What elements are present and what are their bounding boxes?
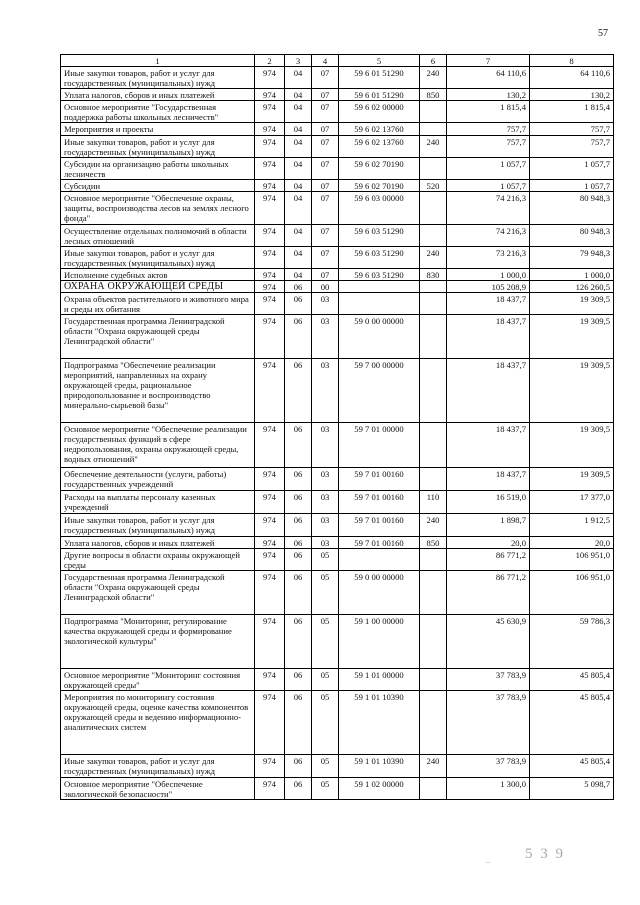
- row-cell-c7: 86 771,2: [447, 549, 530, 571]
- row-cell-c7: 1 000,0: [447, 269, 530, 281]
- row-cell-c4: 03: [312, 293, 339, 315]
- row-cell-c3: 04: [285, 101, 312, 123]
- row-cell-c6: [420, 691, 447, 755]
- row-cell-c8: 106 951,0: [530, 549, 614, 571]
- row-label: Уплата налогов, сборов и иных платежей: [61, 89, 255, 101]
- row-cell-c4: 07: [312, 89, 339, 101]
- row-cell-c8: 19 309,5: [530, 359, 614, 423]
- row-cell-c3: 04: [285, 247, 312, 269]
- row-cell-c7: 45 630,9: [447, 615, 530, 669]
- row-cell-c3: 04: [285, 180, 312, 192]
- row-cell-c3: 06: [285, 571, 312, 615]
- row-cell-c2: 974: [255, 101, 285, 123]
- row-cell-c6: [420, 225, 447, 247]
- column-header: 8: [530, 55, 614, 67]
- row-cell-c3: 06: [285, 669, 312, 691]
- table-row: [61, 225, 614, 247]
- row-cell-c6: [420, 101, 447, 123]
- row-cell-c4: 03: [312, 491, 339, 514]
- row-cell-c7: 18 437,7: [447, 468, 530, 491]
- row-cell-c4: 07: [312, 180, 339, 192]
- row-cell-c3: 04: [285, 225, 312, 247]
- row-cell-c7: 37 783,9: [447, 669, 530, 691]
- row-cell-c5: 59 6 03 51290: [339, 225, 420, 247]
- table-row: [61, 491, 614, 514]
- row-cell-c2: 974: [255, 359, 285, 423]
- row-cell-c7: 74 216,3: [447, 192, 530, 225]
- row-cell-c8: 45 805,4: [530, 755, 614, 778]
- row-cell-c3: 06: [285, 423, 312, 468]
- row-cell-c2: 974: [255, 225, 285, 247]
- row-cell-c5: 59 6 01 51290: [339, 67, 420, 89]
- row-cell-c4: 03: [312, 468, 339, 491]
- row-cell-c4: 03: [312, 514, 339, 537]
- row-label: Субсидии на организацию работы школьных лесничеств: [61, 158, 255, 180]
- row-cell-c4: 07: [312, 158, 339, 180]
- row-cell-c2: 974: [255, 755, 285, 778]
- row-cell-c3: 04: [285, 136, 312, 158]
- row-label: Основное мероприятие "Обеспечение экологической безопасности": [61, 778, 255, 800]
- row-label: Уплата налогов, сборов и иных платежей: [61, 537, 255, 549]
- row-cell-c7: 1 815,4: [447, 101, 530, 123]
- row-cell-c3: 06: [285, 778, 312, 800]
- table-row: [61, 778, 614, 800]
- table-row: [61, 468, 614, 491]
- table-row: [61, 423, 614, 468]
- row-cell-c8: 80 948,3: [530, 225, 614, 247]
- row-cell-c5: 59 7 01 00160: [339, 514, 420, 537]
- column-header: 2: [255, 55, 285, 67]
- row-cell-c8: 1 815,4: [530, 101, 614, 123]
- row-cell-c7: 1 898,7: [447, 514, 530, 537]
- row-cell-c2: 974: [255, 192, 285, 225]
- row-label: Иные закупки товаров, работ и услуг для государственных (муниципальных) нужд: [61, 755, 255, 778]
- table-row: [61, 247, 614, 269]
- row-cell-c5: 59 6 02 13760: [339, 136, 420, 158]
- row-label: ОХРАНА ОКРУЖАЮЩЕЙ СРЕДЫ: [61, 281, 255, 293]
- row-cell-c8: 59 786,3: [530, 615, 614, 669]
- row-label: Осуществление отдельных полномочий в области лесных отношений: [61, 225, 255, 247]
- row-cell-c5: 59 6 03 51290: [339, 269, 420, 281]
- column-header-row: [61, 55, 614, 67]
- table-row: [61, 269, 614, 281]
- row-cell-c2: 974: [255, 491, 285, 514]
- table-row: [61, 549, 614, 571]
- row-cell-c7: 130,2: [447, 89, 530, 101]
- row-label: Иные закупки товаров, работ и услуг для государственных (муниципальных) нужд: [61, 514, 255, 537]
- column-header: 3: [285, 55, 312, 67]
- row-cell-c8: 757,7: [530, 136, 614, 158]
- row-cell-c6: [420, 549, 447, 571]
- row-cell-c6: 240: [420, 136, 447, 158]
- row-cell-c2: 974: [255, 778, 285, 800]
- row-cell-c7: 20,0: [447, 537, 530, 549]
- row-cell-c2: 974: [255, 293, 285, 315]
- row-cell-c2: 974: [255, 158, 285, 180]
- row-cell-c4: 00: [312, 281, 339, 293]
- row-label: Иные закупки товаров, работ и услуг для государственных (муниципальных) нужд: [61, 136, 255, 158]
- table-row: [61, 123, 614, 136]
- row-cell-c2: 974: [255, 423, 285, 468]
- row-cell-c5: 59 6 02 13760: [339, 123, 420, 136]
- row-cell-c4: 07: [312, 225, 339, 247]
- row-label: Иные закупки товаров, работ и услуг для государственных (муниципальных) нужд: [61, 67, 255, 89]
- row-cell-c5: [339, 549, 420, 571]
- row-cell-c2: 974: [255, 67, 285, 89]
- row-label: Государственная программа Ленинградской области "Охрана окружающей среды Ленинградской области": [61, 571, 255, 615]
- row-cell-c8: 19 309,5: [530, 293, 614, 315]
- row-cell-c2: 974: [255, 468, 285, 491]
- page-stamp: 5 3 9: [525, 846, 565, 862]
- row-cell-c5: [339, 281, 420, 293]
- table-row: [61, 192, 614, 225]
- row-cell-c3: 06: [285, 691, 312, 755]
- table-row: [61, 293, 614, 315]
- row-cell-c6: 520: [420, 180, 447, 192]
- row-cell-c7: 105 208,9: [447, 281, 530, 293]
- row-cell-c8: 126 260,5: [530, 281, 614, 293]
- row-label: Иные закупки товаров, работ и услуг для государственных (муниципальных) нужд: [61, 247, 255, 269]
- row-cell-c5: 59 6 03 00000: [339, 192, 420, 225]
- row-cell-c7: 18 437,7: [447, 423, 530, 468]
- row-label: Субсидии: [61, 180, 255, 192]
- row-cell-c3: 06: [285, 549, 312, 571]
- row-cell-c8: 45 805,4: [530, 691, 614, 755]
- row-cell-c5: 59 7 01 00160: [339, 468, 420, 491]
- row-cell-c2: 974: [255, 615, 285, 669]
- row-cell-c6: [420, 293, 447, 315]
- row-label: Подпрограмма "Мониторинг, регулирование качества окружающей среды и формирование экологической культуры": [61, 615, 255, 669]
- column-header: 5: [339, 55, 420, 67]
- row-label: Расходы на выплаты персоналу казенных учреждений: [61, 491, 255, 514]
- row-cell-c6: 240: [420, 514, 447, 537]
- row-cell-c3: 06: [285, 468, 312, 491]
- row-cell-c7: 757,7: [447, 123, 530, 136]
- row-cell-c6: [420, 315, 447, 359]
- row-cell-c3: 06: [285, 615, 312, 669]
- table-row: [61, 537, 614, 549]
- row-cell-c7: 18 437,7: [447, 293, 530, 315]
- row-cell-c6: [420, 281, 447, 293]
- row-cell-c5: 59 6 02 70190: [339, 180, 420, 192]
- table-row: [61, 89, 614, 101]
- row-cell-c3: 04: [285, 123, 312, 136]
- row-cell-c3: 06: [285, 281, 312, 293]
- row-cell-c5: 59 0 00 00000: [339, 571, 420, 615]
- table-row: [61, 514, 614, 537]
- row-cell-c6: 240: [420, 247, 447, 269]
- table-row: [61, 669, 614, 691]
- row-cell-c6: [420, 359, 447, 423]
- table-row: [61, 359, 614, 423]
- row-cell-c8: 17 377,0: [530, 491, 614, 514]
- row-cell-c5: 59 1 01 10390: [339, 691, 420, 755]
- row-cell-c5: 59 0 00 00000: [339, 315, 420, 359]
- row-cell-c3: 04: [285, 269, 312, 281]
- row-cell-c3: 06: [285, 315, 312, 359]
- row-cell-c4: 05: [312, 571, 339, 615]
- column-header: 6: [420, 55, 447, 67]
- row-cell-c4: 05: [312, 669, 339, 691]
- row-cell-c7: 73 216,3: [447, 247, 530, 269]
- row-cell-c6: 110: [420, 491, 447, 514]
- row-cell-c3: 06: [285, 359, 312, 423]
- row-cell-c7: 64 110,6: [447, 67, 530, 89]
- row-label: Государственная программа Ленинградской области "Охрана окружающей среды Ленинградской области": [61, 315, 255, 359]
- row-cell-c8: 64 110,6: [530, 67, 614, 89]
- row-cell-c6: [420, 423, 447, 468]
- row-label: Исполнение судебных актов: [61, 269, 255, 281]
- row-cell-c5: 59 1 01 00000: [339, 669, 420, 691]
- row-cell-c8: 19 309,5: [530, 315, 614, 359]
- row-cell-c4: 05: [312, 755, 339, 778]
- row-cell-c8: 106 951,0: [530, 571, 614, 615]
- row-cell-c3: 04: [285, 67, 312, 89]
- row-cell-c8: 130,2: [530, 89, 614, 101]
- row-cell-c4: 07: [312, 67, 339, 89]
- row-cell-c6: [420, 192, 447, 225]
- row-cell-c3: 06: [285, 537, 312, 549]
- row-cell-c3: 06: [285, 293, 312, 315]
- row-label: Основное мероприятие "Обеспечение охраны, защиты, воспроизводства лесов на землях лесного фонда": [61, 192, 255, 225]
- row-cell-c5: 59 1 00 00000: [339, 615, 420, 669]
- row-cell-c4: 03: [312, 423, 339, 468]
- row-cell-c4: 07: [312, 123, 339, 136]
- table-row: [61, 136, 614, 158]
- column-header: 4: [312, 55, 339, 67]
- row-cell-c4: 07: [312, 247, 339, 269]
- row-label: Мероприятия по мониторингу состояния окружающей среды, оценке качества компонентов окружающей среды и ведению информационно-аналитических систем: [61, 691, 255, 755]
- row-cell-c4: 05: [312, 691, 339, 755]
- row-cell-c3: 06: [285, 491, 312, 514]
- row-cell-c8: 19 309,5: [530, 423, 614, 468]
- row-cell-c6: [420, 123, 447, 136]
- row-cell-c6: [420, 468, 447, 491]
- row-cell-c2: 974: [255, 180, 285, 192]
- row-cell-c5: 59 6 02 00000: [339, 101, 420, 123]
- row-cell-c4: 07: [312, 136, 339, 158]
- row-cell-c6: 850: [420, 89, 447, 101]
- row-cell-c5: 59 6 03 51290: [339, 247, 420, 269]
- row-cell-c6: [420, 778, 447, 800]
- row-cell-c5: 59 7 00 00000: [339, 359, 420, 423]
- row-cell-c6: [420, 669, 447, 691]
- row-cell-c6: [420, 615, 447, 669]
- row-label: Основное мероприятие "Государственная поддержка работы школьных лесничеств": [61, 101, 255, 123]
- row-cell-c2: 974: [255, 571, 285, 615]
- row-cell-c5: 59 6 01 51290: [339, 89, 420, 101]
- row-cell-c5: 59 7 01 00160: [339, 491, 420, 514]
- row-cell-c4: 03: [312, 359, 339, 423]
- row-cell-c5: 59 1 02 00000: [339, 778, 420, 800]
- column-header: 1: [61, 55, 255, 67]
- row-cell-c2: 974: [255, 537, 285, 549]
- row-cell-c8: 1 912,5: [530, 514, 614, 537]
- row-cell-c3: 04: [285, 89, 312, 101]
- row-cell-c8: 80 948,3: [530, 192, 614, 225]
- row-cell-c7: 37 783,9: [447, 755, 530, 778]
- row-cell-c2: 974: [255, 136, 285, 158]
- row-cell-c8: 5 098,7: [530, 778, 614, 800]
- row-cell-c6: [420, 158, 447, 180]
- row-cell-c7: 1 300,0: [447, 778, 530, 800]
- row-cell-c4: 05: [312, 778, 339, 800]
- table-row: [61, 101, 614, 123]
- row-cell-c6: 830: [420, 269, 447, 281]
- row-cell-c2: 974: [255, 247, 285, 269]
- row-cell-c3: 04: [285, 158, 312, 180]
- row-cell-c8: 757,7: [530, 123, 614, 136]
- row-cell-c3: 06: [285, 514, 312, 537]
- row-cell-c2: 974: [255, 269, 285, 281]
- table-row: [61, 755, 614, 778]
- table-row: [61, 180, 614, 192]
- table-row: [61, 615, 614, 669]
- row-cell-c2: 974: [255, 89, 285, 101]
- row-cell-c5: 59 1 01 10390: [339, 755, 420, 778]
- row-cell-c6: 850: [420, 537, 447, 549]
- row-cell-c5: 59 7 01 00160: [339, 537, 420, 549]
- row-cell-c4: 07: [312, 192, 339, 225]
- row-label: Охрана объектов растительного и животного мира и среды их обитания: [61, 293, 255, 315]
- row-cell-c8: 20,0: [530, 537, 614, 549]
- row-cell-c4: 05: [312, 615, 339, 669]
- row-cell-c7: 37 783,9: [447, 691, 530, 755]
- column-header: 7: [447, 55, 530, 67]
- row-cell-c7: 18 437,7: [447, 359, 530, 423]
- row-cell-c7: 757,7: [447, 136, 530, 158]
- row-label: Мероприятия и проекты: [61, 123, 255, 136]
- row-label: Основное мероприятие "Мониторинг состояния окружающей среды": [61, 669, 255, 691]
- row-cell-c2: 974: [255, 281, 285, 293]
- table-row: [61, 158, 614, 180]
- row-cell-c8: 45 805,4: [530, 669, 614, 691]
- row-cell-c8: 1 057,7: [530, 180, 614, 192]
- row-cell-c3: 06: [285, 755, 312, 778]
- table-row: [61, 67, 614, 89]
- row-cell-c8: 1 000,0: [530, 269, 614, 281]
- table-body: [61, 55, 614, 800]
- table-row: [61, 281, 614, 293]
- budget-table: [60, 54, 614, 800]
- row-cell-c7: 74 216,3: [447, 225, 530, 247]
- row-cell-c2: 974: [255, 691, 285, 755]
- row-cell-c6: 240: [420, 755, 447, 778]
- row-label: Основное мероприятие "Обеспечение реализации государственных функций в сфере недропользования, охраны окружающей среды, водных отношений": [61, 423, 255, 468]
- row-cell-c7: 1 057,7: [447, 158, 530, 180]
- row-cell-c4: 07: [312, 269, 339, 281]
- row-label: Обеспечение деятельности (услуги, работы) государственных учреждений: [61, 468, 255, 491]
- row-cell-c8: 19 309,5: [530, 468, 614, 491]
- table-row: [61, 315, 614, 359]
- table-row: [61, 691, 614, 755]
- page-number: 57: [598, 28, 608, 39]
- row-cell-c3: 04: [285, 192, 312, 225]
- row-cell-c2: 974: [255, 315, 285, 359]
- table-row: [61, 571, 614, 615]
- scan-mark: ..: [486, 856, 490, 865]
- row-cell-c2: 974: [255, 123, 285, 136]
- row-cell-c4: 03: [312, 537, 339, 549]
- row-cell-c2: 974: [255, 669, 285, 691]
- row-cell-c6: [420, 571, 447, 615]
- row-cell-c6: 240: [420, 67, 447, 89]
- row-cell-c5: [339, 293, 420, 315]
- row-cell-c8: 1 057,7: [530, 158, 614, 180]
- row-cell-c4: 03: [312, 315, 339, 359]
- row-cell-c4: 05: [312, 549, 339, 571]
- row-cell-c5: 59 6 02 70190: [339, 158, 420, 180]
- row-cell-c7: 16 519,0: [447, 491, 530, 514]
- row-cell-c2: 974: [255, 514, 285, 537]
- row-label: Другие вопросы в области охраны окружающей среды: [61, 549, 255, 571]
- row-cell-c8: 79 948,3: [530, 247, 614, 269]
- row-label: Подпрограмма "Обеспечение реализации мероприятий, направленных на охрану окружающей среды, рациональное природопользование и воспроизводство минерально-сырьевой базы": [61, 359, 255, 423]
- row-cell-c7: 86 771,2: [447, 571, 530, 615]
- row-cell-c7: 18 437,7: [447, 315, 530, 359]
- row-cell-c7: 1 057,7: [447, 180, 530, 192]
- row-cell-c2: 974: [255, 549, 285, 571]
- row-cell-c4: 07: [312, 101, 339, 123]
- row-cell-c5: 59 7 01 00000: [339, 423, 420, 468]
